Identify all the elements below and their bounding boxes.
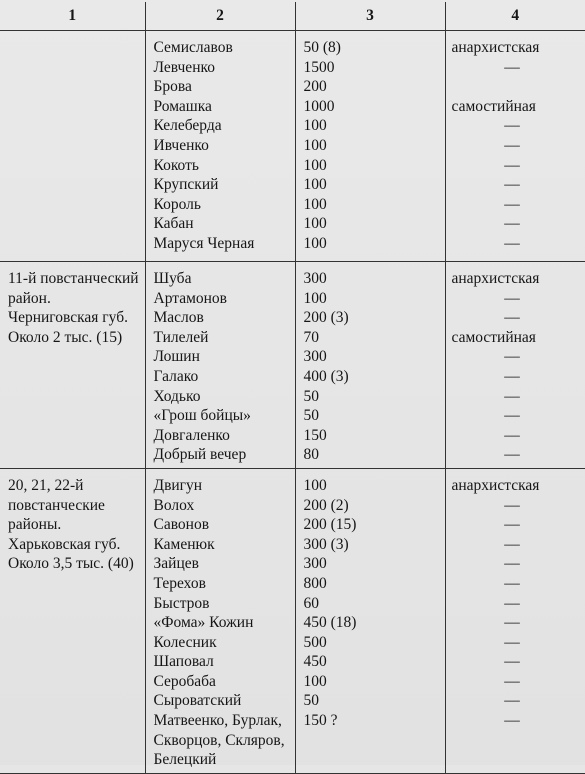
- table-group-1: [0, 31, 585, 262]
- orientation-value: —: [504, 535, 520, 553]
- count-value: 50: [303, 692, 319, 710]
- leader-name: «Грош бойцы»: [153, 407, 251, 425]
- leader-cell: [145, 31, 295, 262]
- orientation-value: —: [504, 574, 520, 592]
- count-value: 1000: [303, 97, 335, 115]
- leader-name: Добрый вечер: [153, 446, 247, 464]
- leader-cell: [145, 468, 295, 773]
- leader-name: Маслов: [153, 309, 204, 327]
- table-header: [0, 2, 585, 31]
- count-value: 100: [303, 176, 327, 194]
- orientation-value: —: [504, 58, 520, 76]
- table-row: [0, 468, 585, 773]
- orientation-value: —: [504, 426, 520, 444]
- leader-name: Савонов: [153, 516, 210, 534]
- leader-name: Артамонов: [153, 289, 228, 307]
- orientation-cell: [445, 468, 585, 773]
- orientation-value: —: [504, 136, 520, 154]
- orientation-value: анархистская: [451, 476, 540, 494]
- orientation-value: —: [504, 117, 520, 135]
- orientation-value: —: [504, 195, 520, 213]
- table-row: [0, 262, 585, 469]
- leader-name: Лошин: [153, 348, 200, 366]
- leader-name: Быстров: [153, 594, 210, 612]
- leader-name: Колесник: [153, 633, 217, 651]
- orientation-value: —: [504, 234, 520, 252]
- leader-name: Ивченко: [153, 136, 209, 154]
- column-header-1: 1: [0, 2, 145, 31]
- count-value: 100: [303, 136, 327, 154]
- count-cell: [295, 262, 445, 469]
- orientation-value: —: [504, 176, 520, 194]
- count-value: 400 (3): [303, 367, 349, 385]
- count-value: 150: [303, 426, 327, 444]
- count-value: 100: [303, 672, 327, 690]
- count-value: 100: [303, 117, 327, 135]
- orientation-value: самостийная: [451, 97, 536, 115]
- column-header-3: 3: [295, 2, 445, 31]
- count-value: 1500: [303, 58, 335, 76]
- column-header-2: 2: [145, 2, 295, 31]
- count-value: 50: [303, 407, 319, 425]
- orientation-value: —: [504, 289, 520, 307]
- leader-name: Король: [153, 195, 201, 213]
- detachments-table: [0, 2, 585, 774]
- count-value: 100: [303, 234, 327, 252]
- orientation-value: —: [504, 348, 520, 366]
- region-cell: [0, 262, 145, 469]
- region-cell: [0, 31, 145, 262]
- orientation-value: [450, 77, 581, 97]
- orientation-value: —: [504, 712, 520, 730]
- orientation-value: —: [504, 215, 520, 233]
- region-text: 11-й повстанческий район. Черниговская губ. Около 2 тыс. (15): [8, 270, 139, 346]
- leader-name: Тилелей: [153, 328, 209, 346]
- orientation-value: —: [504, 496, 520, 514]
- leader-name: Шаповал: [153, 653, 214, 671]
- count-cell: [295, 31, 445, 262]
- leader-name: Крупский: [153, 176, 219, 194]
- leader-name: Каменюк: [153, 535, 215, 553]
- table-group-2: [0, 262, 585, 469]
- orientation-value: —: [504, 692, 520, 710]
- leader-name: Брова: [153, 78, 192, 96]
- leader-name: Ромашка: [153, 97, 212, 115]
- leader-name: Семиславов: [153, 39, 233, 56]
- leader-cell: [145, 262, 295, 469]
- count-value: 450 (18): [303, 614, 357, 632]
- count-value: 150 ?: [303, 712, 338, 730]
- leader-name: Терехов: [153, 574, 206, 592]
- leader-name: Маруся Черная: [153, 234, 255, 252]
- count-value: 300: [303, 270, 327, 287]
- header-row: [0, 2, 585, 31]
- orientation-value: анархистская: [451, 39, 540, 56]
- leader-name: Кокоть: [153, 156, 199, 174]
- leader-name: Матвеенко, Бурлак, Скворцов, Скляров, Белецкий: [153, 712, 285, 769]
- orientation-value: —: [504, 309, 520, 327]
- count-value: 100: [303, 289, 327, 307]
- count-value: 100: [303, 195, 327, 213]
- count-value: 100: [303, 215, 327, 233]
- leader-name: Левченко: [153, 58, 215, 76]
- leader-name: Двигун: [153, 476, 203, 494]
- orientation-value: —: [504, 156, 520, 174]
- count-cell: [295, 468, 445, 773]
- count-value: 50: [303, 387, 319, 405]
- count-value: 300: [303, 555, 327, 573]
- leader-name: Серобаба: [153, 672, 216, 690]
- orientation-value: анархистская: [451, 270, 540, 287]
- orientation-value: —: [504, 672, 520, 690]
- region-cell: [0, 468, 145, 773]
- orientation-value: —: [504, 387, 520, 405]
- count-value: 80: [303, 446, 319, 464]
- leader-name: «Фома» Кожин: [153, 614, 254, 632]
- orientation-value: —: [504, 594, 520, 612]
- table-group-3: [0, 468, 585, 773]
- leader-name: Келеберда: [153, 117, 222, 135]
- orientation-value: —: [504, 516, 520, 534]
- count-value: 300 (3): [303, 535, 349, 553]
- region-text: 20, 21, 22-й повстанческие районы. Харьковская губ. Около 3,5 тыс. (40): [8, 476, 134, 573]
- leader-name: Шуба: [153, 270, 192, 287]
- count-value: 200 (2): [303, 496, 349, 514]
- orientation-value: —: [504, 367, 520, 385]
- leader-name: Галако: [153, 367, 199, 385]
- count-value: 200 (3): [303, 309, 349, 327]
- leader-name: Кабан: [153, 215, 194, 233]
- orientation-value: —: [504, 555, 520, 573]
- count-value: 60: [303, 594, 319, 612]
- count-value: 800: [303, 574, 327, 592]
- orientation-value: —: [504, 653, 520, 671]
- leader-name: Ходько: [153, 387, 201, 405]
- orientation-value: —: [504, 614, 520, 632]
- orientation-value: самостийная: [451, 328, 536, 346]
- orientation-value: —: [504, 407, 520, 425]
- count-value: 70: [303, 328, 319, 346]
- leader-name: Довгаленко: [153, 426, 230, 444]
- count-value: 50 (8): [303, 39, 341, 56]
- count-value: 500: [303, 633, 327, 651]
- orientation-cell: [445, 262, 585, 469]
- leader-name: Сыроватский: [153, 692, 242, 710]
- orientation-value: —: [504, 446, 520, 464]
- count-value: 100: [303, 476, 327, 494]
- count-value: 200: [303, 78, 327, 96]
- count-value: 450: [303, 653, 327, 671]
- leader-name: Волох: [153, 496, 195, 514]
- column-header-4: 4: [445, 2, 585, 31]
- count-value: 200 (15): [303, 516, 357, 534]
- count-value: 300: [303, 348, 327, 366]
- leader-name: Зайцев: [153, 555, 199, 573]
- table-row: [0, 31, 585, 262]
- orientation-cell: [445, 31, 585, 262]
- count-value: 100: [303, 156, 327, 174]
- orientation-value: —: [504, 633, 520, 651]
